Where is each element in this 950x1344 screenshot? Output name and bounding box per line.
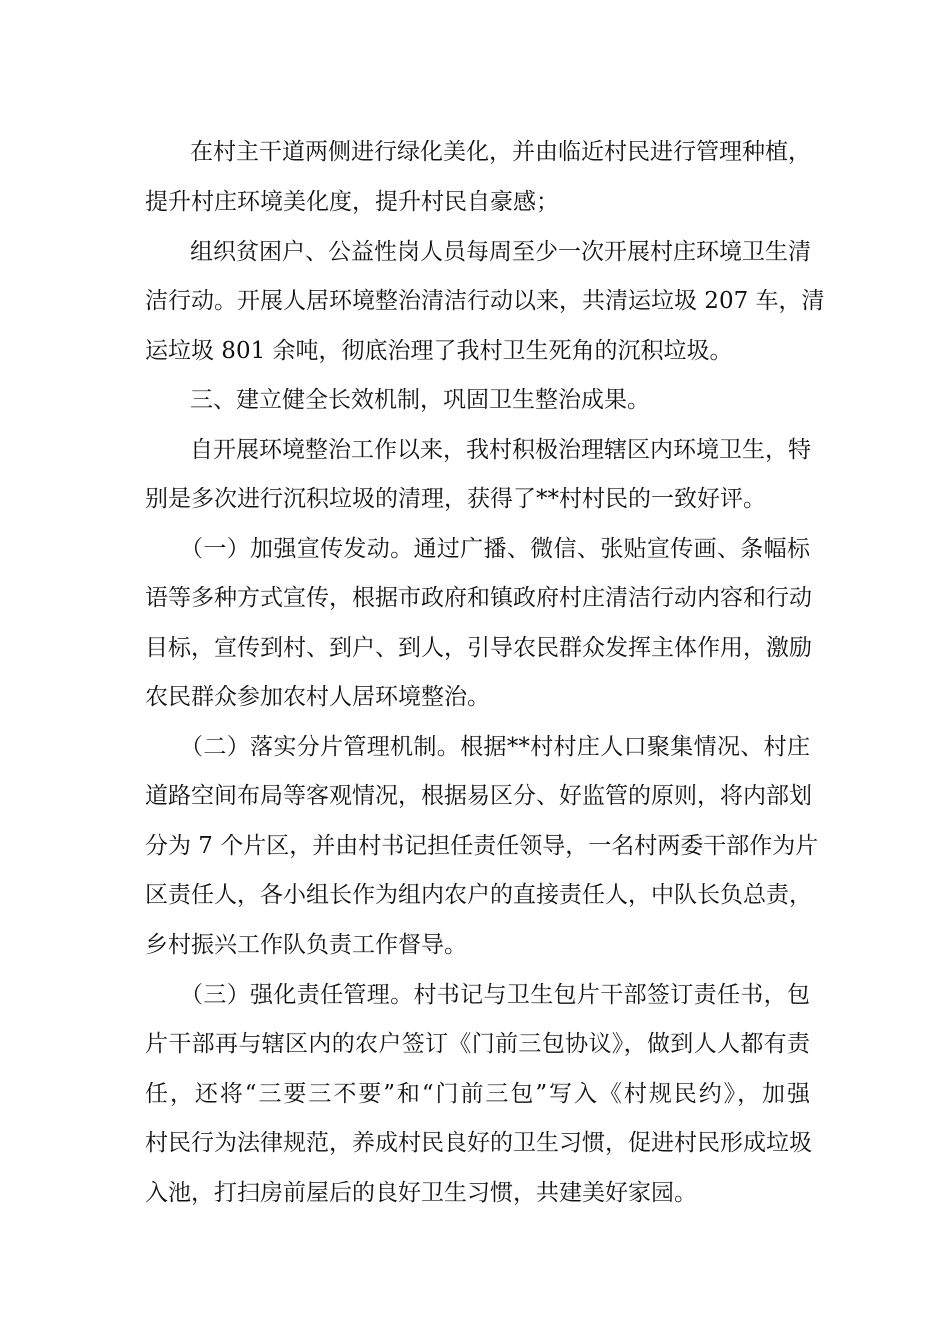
section-heading-three: 三、建立健全长效机制，巩固卫生整治成果。 <box>190 387 650 413</box>
paragraph-publicity-line-2: 语等多种方式宣传，根据市政府和镇政府村庄清洁行动内容和行动 <box>145 585 812 611</box>
paragraph-zoning-line-3: 分为 7 个片区，并由村书记担任责任领导，一名村两委干部作为片 <box>145 833 819 859</box>
paragraph-zoning-line-4: 区责任人，各小组长作为组内农户的直接责任人，中队长负总责， <box>145 882 812 908</box>
paragraph-zoning-line-1: （二）落实分片管理机制。根据**村村庄人口聚集情况、村庄 <box>180 734 810 760</box>
paragraph-responsibility-line-5: 入池，打扫房前屋后的良好卫生习惯，共建美好家园。 <box>145 1180 697 1206</box>
paragraph-results-line-2: 别是多次进行沉积垃圾的清理，获得了**村村民的一致好评。 <box>145 486 766 512</box>
paragraph-zoning-line-5: 乡村振兴工作队负责工作督导。 <box>145 932 467 958</box>
paragraph-zoning-line-2: 道路空间布局等客观情况，根据易区分、好监管的原则，将内部划 <box>145 783 812 809</box>
paragraph-cleanup-line-2: 洁行动。开展人居环境整治清洁行动以来，共清运垃圾 207 车，清 <box>145 288 825 314</box>
paragraph-results-line-1: 自开展环境整治工作以来，我村积极治理辖区内环境卫生，特 <box>190 437 811 463</box>
paragraph-publicity-line-4: 农民群众参加农村人居环境整治。 <box>145 684 490 710</box>
paragraph-responsibility-line-3: 任，还将“三要三不要”和“门前三包”写入《村规民约》，加强 <box>145 1081 810 1107</box>
paragraph-responsibility-line-4: 村民行为法律规范，养成村民良好的卫生习惯，促进村民形成垃圾 <box>145 1130 812 1156</box>
paragraph-responsibility-line-2: 片干部再与辖区内的农户签订《门前三包协议》，做到人人都有责 <box>145 1031 810 1057</box>
paragraph-publicity-line-3: 目标，宣传到村、到户、到人，引导农民群众发挥主体作用，激励 <box>145 635 812 661</box>
paragraph-responsibility-line-1: （三）强化责任管理。村书记与卫生包片干部签订责任书，包 <box>180 982 810 1008</box>
paragraph-cleanup-line-1: 组织贫困户、公益性岗人员每周至少一次开展村庄环境卫生清 <box>190 239 811 265</box>
paragraph-cleanup-line-3: 运垃圾 801 余吨，彻底治理了我村卫生死角的沉积垃圾。 <box>145 338 733 364</box>
paragraph-greening-line-2: 提升村庄环境美化度，提升村民自豪感； <box>145 189 559 215</box>
paragraph-publicity-line-1: （一）加强宣传发动。通过广播、微信、张贴宣传画、条幅标 <box>180 536 810 562</box>
paragraph-greening-line-1: 在村主干道两侧进行绿化美化，并由临近村民进行管理种植， <box>190 139 811 165</box>
